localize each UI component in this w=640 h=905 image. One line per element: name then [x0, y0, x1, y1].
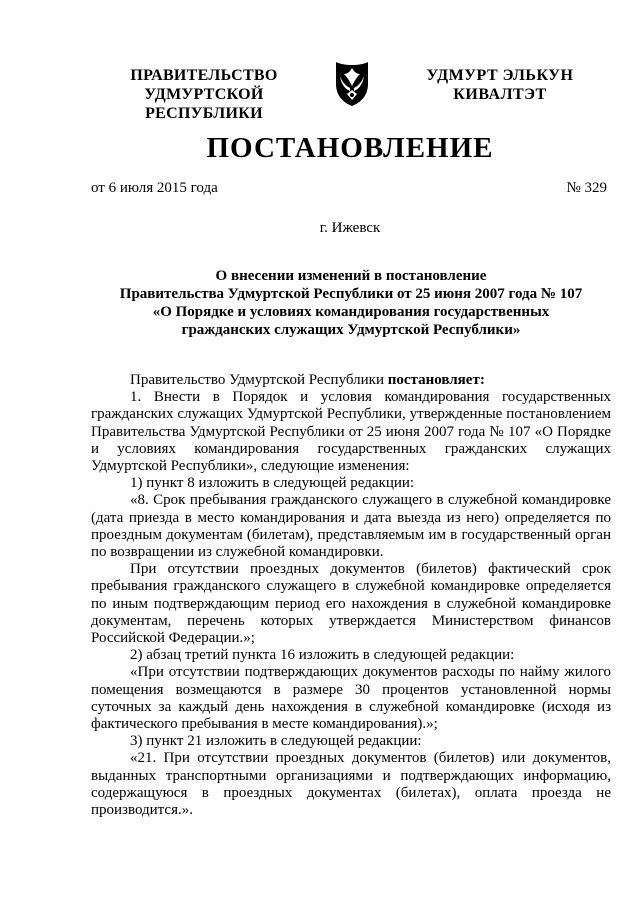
subject-line: «О Порядке и условиях командирования государственных [152, 304, 550, 320]
org-name-russian [86, 66, 322, 123]
org-name-russian-line1: ПРАВИТЕЛЬСТВО [130, 67, 278, 84]
paragraph-point-8: «8. Срок пребывания гражданского служащего в служебной командировке (дата приезда в место командирования и дата выезда из него) определяется по проездным документам (билетам), представляемым им в государственный орган по возвращении из служебной командировки. [91, 492, 611, 561]
document-body [91, 372, 611, 819]
subject-line: О внесении изменений в постановление [215, 268, 487, 284]
coat-of-arms-icon [330, 58, 374, 108]
intro-bold-verb: постановляет: [387, 372, 485, 388]
paragraph-subitem-2: 2) абзац третий пункта 16 изложить в следующей редакции: [130, 647, 515, 664]
org-name-udmurt [410, 66, 590, 104]
org-name-udmurt-line2: КИВАЛТЭТ [453, 86, 547, 103]
paragraph-point-16: «При отсутствии подтверждающих документов расходы по найму жилого помещения возмещаются в размере 30 процентов установленной нормы суточных за каждый день нахождения в служебной командировке (исходя из фактического пребывания в месте командирования).»; [91, 664, 611, 733]
paragraph-point-21: «21. При отсутствии проездных документов (билетов) или документов, выданных транспортными организациями и подтверждающих информацию, содержащуюся в проездных документах (билетах), оплата проезда не производится.». [91, 750, 611, 819]
resolution-intro [91, 372, 611, 389]
document-subject [91, 267, 611, 339]
paragraph-subitem-1: 1) пункт 8 изложить в следующей редакции: [130, 475, 415, 492]
paragraph-item-1: 1. Внести в Порядок и условия командирования государственных гражданских служащих Удмуртской Республики, утвержденные постановлением Правительства Удмуртской Республики от 25 июня 2007 года № 107 «О Порядке и условиях командирования государственных гражданских служащих Удмуртской Республики», следующие изменения: [91, 389, 611, 475]
document-number: № 329 [566, 180, 607, 196]
document-header [0, 58, 640, 122]
document-type-title: ПОСТАНОВЛЕНИЕ [206, 132, 494, 164]
document-date: от 6 июля 2015 года [91, 180, 218, 196]
document-city: г. Ижевск [319, 220, 381, 236]
subject-line: Правительства Удмуртской Республики от 25 июня 2007 года № 107 [119, 286, 583, 302]
org-name-udmurt-line1: УДМУРТ ЭЛЬКУН [426, 67, 574, 84]
paragraph-point-8-cont: При отсутствии проездных документов (билетов) фактический срок пребывания гражданского служащего в служебной командировке определяется по иным подтверждающим период его нахождения в служебной командировке документам, перечень которых утверждается Министерством финансов Российской Федерации.»; [91, 561, 611, 647]
intro-text: Правительство Удмуртской Республики [130, 372, 388, 388]
org-name-russian-line2: УДМУРТСКОЙ РЕСПУБЛИКИ [144, 86, 264, 122]
paragraph-subitem-3: 3) пункт 21 изложить в следующей редакции: [130, 733, 422, 750]
subject-line: гражданских служащих Удмуртской Республики» [181, 322, 521, 338]
